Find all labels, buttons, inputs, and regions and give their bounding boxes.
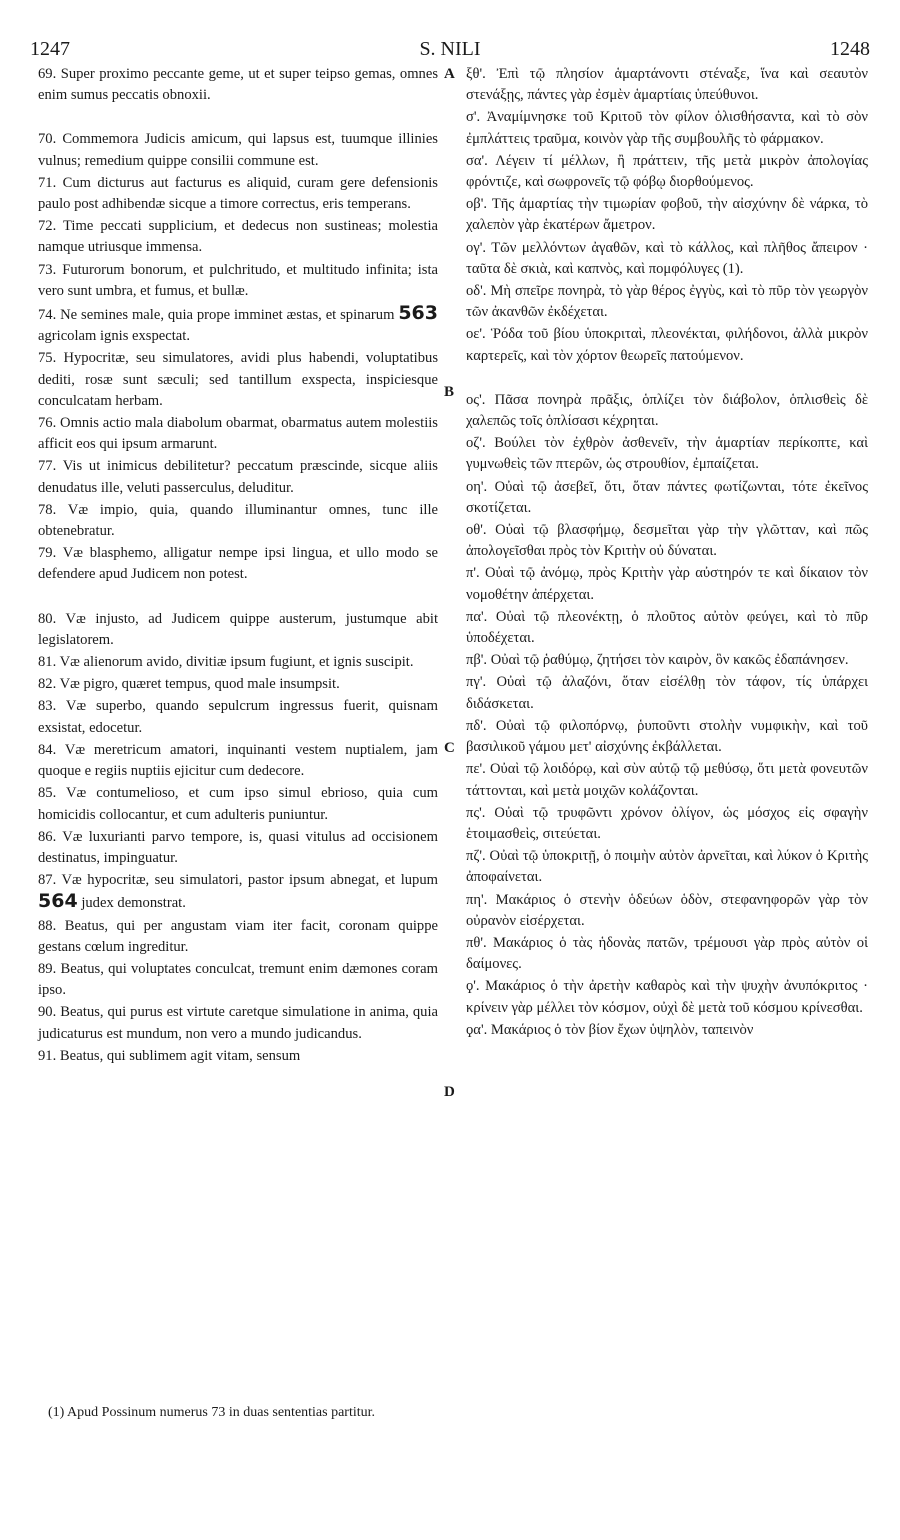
margin-marker-c: C	[444, 740, 455, 756]
greek-sentence: ϙα'. Μακάριος ὁ τὸν βίον ἔχων ὑψηλὸν, ταπεινὸν	[466, 1021, 754, 1038]
latin-sentence: 80. Væ injusto, ad Judicem quippe austerum, justumque abit legislatorem.	[38, 610, 438, 648]
greek-sentence: πγ'. Οὐαὶ τῷ ἀλαζόνι, ὅταν εἰσέλθῃ τὸν τάφον, τίς ὑπάρχει διδάσκεται.	[466, 674, 868, 712]
latin-sentence: 83. Væ superbo, quando sepulcrum ingressus fuerit, quisnam exsistat, edocetur.	[38, 698, 438, 736]
greek-column	[466, 64, 868, 1042]
latin-sentence: 77. Vis ut inimicus debilitetur? peccatum præscinde, sicque aliis denudatus ille, veluti passerculus, deluditur.	[38, 458, 438, 496]
greek-sentence: π'. Οὐαὶ τῷ ἀνόμῳ, πρὸς Κριτὴν γὰρ αὐστηρόν τε καὶ δίκαιον τὸν νομοθέτην ἀπέρχεται.	[466, 565, 868, 603]
page-header	[30, 38, 870, 62]
greek-sentence: πβ'. Οὐαὶ τῷ ῥαθύμῳ, ζητήσει τὸν καιρὸν, ὃν κακῶς ἐδαπάνησεν.	[466, 652, 849, 669]
latin-sentence: 81. Væ alienorum avido, divitiæ ipsum fugiunt, et ignis suscipit.	[38, 654, 414, 671]
greek-sentence: οδ'. Μὴ σπεῖρε πονηρὰ, τὸ γὰρ θέρος ἐγγὺς, καὶ τὸ πῦρ τὸν γεωργὸν τῶν ἀκανθῶν ἐκδέχεται.	[466, 283, 868, 321]
latin-sentence: 88. Beatus, qui per angustam viam iter facit, coronam quippe gestans cœlum ingreditur.	[38, 917, 438, 955]
latin-sentence: 69. Super proximo peccante geme, ut et super teipso gemas, omnes enim sumus peccatis obnoxii.	[38, 66, 438, 104]
latin-sentence: 78. Væ impio, quia, quando illuminantur omnes, tunc ille obtenebratur.	[38, 501, 438, 540]
margin-marker-b: B	[444, 384, 455, 400]
latin-sentence: 73. Futurorum bonorum, et pulchritudo, et multitudo infinita; ista vero sunt umbra, et fumus, et bullæ.	[38, 261, 438, 299]
greek-sentence: οβ'. Τῆς ἁμαρτίας τὴν τιμωρίαν φοβοῦ, τὴν αἰσχύνην δὲ νάρκα, τὸ χαλεπὸν γὰρ ἑκατέρων ἄμετρον.	[466, 196, 868, 234]
greek-sentence: πα'. Οὐαὶ τῷ πλεονέκτῃ, ὁ πλοῦτος αὐτὸν φεύγει, καὶ τὸ πῦρ ὑποδέχεται.	[466, 608, 868, 647]
latin-sentence: 86. Væ luxurianti parvo tempore, is, quasi vitulus ad occisionem destinatus, impinguatur.	[38, 828, 438, 866]
latin-sentence: 71. Cum dicturus aut facturus es aliquid, curam gere defensionis paulo post adhibendæ sicque a timore correctus, eris temperans.	[38, 174, 438, 213]
greek-sentence: πθ'. Μακάριος ὁ τὰς ἡδονὰς πατῶν, τρέμουσι γὰρ πρὸς αὐτὸν οἱ δαίμονες.	[466, 934, 868, 973]
latin-sentence: 72. Time peccati supplicium, et dedecus non sustineas; molestia namque utriusque immensa.	[38, 218, 438, 256]
greek-sentence: οθ'. Οὐαὶ τῷ βλασφήμῳ, δεσμεῖται γὰρ τὴν γλῶτταν, καὶ πῶς ἀπολογεῖσθαι πρὸς τὸν Κριτὴν οὐ δύναται.	[466, 522, 868, 560]
paragraph-gap	[466, 368, 868, 390]
latin-sentence: 87. Væ hypocritæ, seu simulatori, pastor ipsum abnegat, et lupum 564 judex demonstrat.	[38, 872, 438, 913]
greek-sentence: πε'. Οὐαὶ τῷ λοιδόρῳ, καὶ σὺν αὐτῷ τῷ μεθύσῳ, ὅτι μετὰ φονευτῶν τάττονται, καὶ μετὰ μοιχῶν κολάζονται.	[466, 761, 868, 799]
latin-column	[38, 64, 438, 1068]
greek-sentence: οε'. Ῥόδα τοῦ βίου ὑποκριταὶ, πλεονέκται, φιλήδονοι, ἀλλὰ μικρὸν καρτερεῖς, καὶ τὸν χόρτον θεωρεῖς πατούμενον.	[466, 326, 868, 364]
margin-marker-d: D	[444, 1084, 455, 1100]
latin-sentence: 84. Væ meretricum amatori, inquinanti vestem nuptialem, jam quoque e regiis nuptiis ejicitur cum dedecore.	[38, 741, 438, 780]
greek-sentence: οη'. Οὐαὶ τῷ ἀσεβεῖ, ὅτι, ὅταν πάντες φωτίζωνται, τότε ἐκεῖνος σκοτίζεται.	[466, 478, 868, 516]
greek-sentence: πη'. Μακάριος ὁ στενὴν ὁδεύων ὁδὸν, στεφανηφορῶν γὰρ τὸν οὐρανὸν εἰσέρχεται.	[466, 891, 868, 929]
margin-marker-a: A	[444, 66, 455, 82]
greek-sentence: ϙ'. Μακάριος ὁ τὴν ἀρετὴν καθαρὸς καὶ τὴν ψυχὴν ἀνυπόκριτος · κρίνειν γὰρ μέλλει τὸν κόσμον, οὐχὶ δὲ μετὰ τοῦ κόσμου κρίνεσθαι.	[466, 978, 868, 1016]
greek-sentence: ος'. Πᾶσα πονηρὰ πρᾶξις, ὁπλίζει τὸν διάβολον, ὁπλισθεὶς δὲ χαλεπῶς τοῖς ὁπλίσασι κέχρηται.	[466, 391, 868, 430]
column-number: 563	[398, 302, 438, 325]
paragraph-gap	[38, 107, 438, 129]
greek-sentence: οζ'. Βούλει τὸν ἐχθρὸν ἀσθενεῖν, τὴν ἁμαρτίαν περίκοπτε, καὶ γυμνωθεὶς τῶν πτερῶν, ὡς στρουθίον, ἐμπαίζεται.	[466, 435, 868, 473]
latin-sentence: 85. Væ contumelioso, et cum ipso simul ebrioso, quia cum homicidis collocantur, et cum adulteris puniuntur.	[38, 785, 438, 823]
latin-sentence: 79. Væ blasphemo, alligatur nempe ipsi lingua, et ullo modo se defendere apud Judicem non potest.	[38, 545, 438, 583]
latin-sentence: 75. Hypocritæ, seu simulatores, avidi plus habendi, voluptatibus dediti, rosæ sunt sæculi; sed tantillum exspecta, inspiciesque conculcatam herbam.	[38, 350, 438, 409]
greek-sentence: ξθ'. Ἐπὶ τῷ πλησίον ἁμαρτάνοντι στέναξε, ἵνα καὶ σεαυτὸν στενάξῃς, πάντες γὰρ ἐσμὲν ἁμαρτίαις ὑπεύθυνοι.	[466, 66, 868, 104]
greek-sentence: σα'. Λέγειν τί μέλλων, ἢ πράττειν, τῆς μετὰ μικρὸν ἀπολογίας φρόντιζε, καὶ σωφρονεῖς τῷ φόβῳ διορθούμενος.	[466, 152, 868, 191]
page-number-right: 1248	[830, 38, 870, 60]
page-number-left: 1247	[30, 38, 70, 60]
paragraph-gap	[38, 587, 438, 609]
latin-sentence: 82. Væ pigro, quæret tempus, quod male insumpsit.	[38, 676, 340, 693]
greek-sentence: πδ'. Οὐαὶ τῷ φιλοπόρνῳ, ῥυποῦντι στολὴν νυμφικὴν, καὶ τοῦ βασιλικοῦ γάμου μετ' αἰσχύνης ἐκβάλλεται.	[466, 717, 868, 756]
column-number: 564	[38, 890, 78, 913]
greek-sentence: πς'. Οὐαὶ τῷ τρυφῶντι χρόνον ὀλίγον, ὡς μόσχος εἰς σφαγὴν ἑτοιμασθεὶς, σιτεύεται.	[466, 804, 868, 842]
latin-sentence: 74. Ne semines male, quia prope imminet æstas, et spinarum 563 agricolam ignis exspectat.	[38, 302, 438, 345]
greek-sentence: σ'. Ἀναμίμνησκε τοῦ Κριτοῦ τὸν φίλον ὀλισθήσαντα, καὶ τὸ σὸν ἐμπλάττεις τραῦμα, κοινὸν γὰρ τῆς συμβουλῆς τὸ φάρμακον.	[466, 109, 868, 147]
latin-sentence: 89. Beatus, qui voluptates conculcat, tremunt enim dæmones coram ipso.	[38, 960, 438, 999]
footnote: (1) Apud Possinum numerus 73 in duas sententias partitur.	[48, 1405, 376, 1420]
latin-sentence: 70. Commemora Judicis amicum, qui lapsus est, tuumque illinies vulnus; remedium quippe consilii commune est.	[38, 131, 438, 169]
latin-sentence: 90. Beatus, qui purus est virtute caretque simulatione in anima, quia judicaturus est mundum, non vero a mundo judicandus.	[38, 1004, 438, 1042]
running-title: S. NILI	[419, 38, 481, 60]
latin-sentence: 76. Omnis actio mala diabolum obarmat, obarmatus autem molestiis afficit eos qui ipsum armarunt.	[38, 415, 438, 453]
latin-sentence: 91. Beatus, qui sublimem agit vitam, sensum	[38, 1047, 301, 1064]
greek-sentence: ογ'. Τῶν μελλόντων ἀγαθῶν, καὶ τὸ κάλλος, καὶ πλῆθος ἄπειρον · ταῦτα δὲ σκιὰ, καὶ καπνὸς, καὶ πομφόλυγες (1).	[466, 239, 868, 277]
greek-sentence: πζ'. Οὐαὶ τῷ ὑποκριτῇ, ὁ ποιμὴν αὐτὸν ἀρνεῖται, καὶ λύκον ὁ Κριτὴς ἀποφαίνεται.	[466, 848, 868, 886]
